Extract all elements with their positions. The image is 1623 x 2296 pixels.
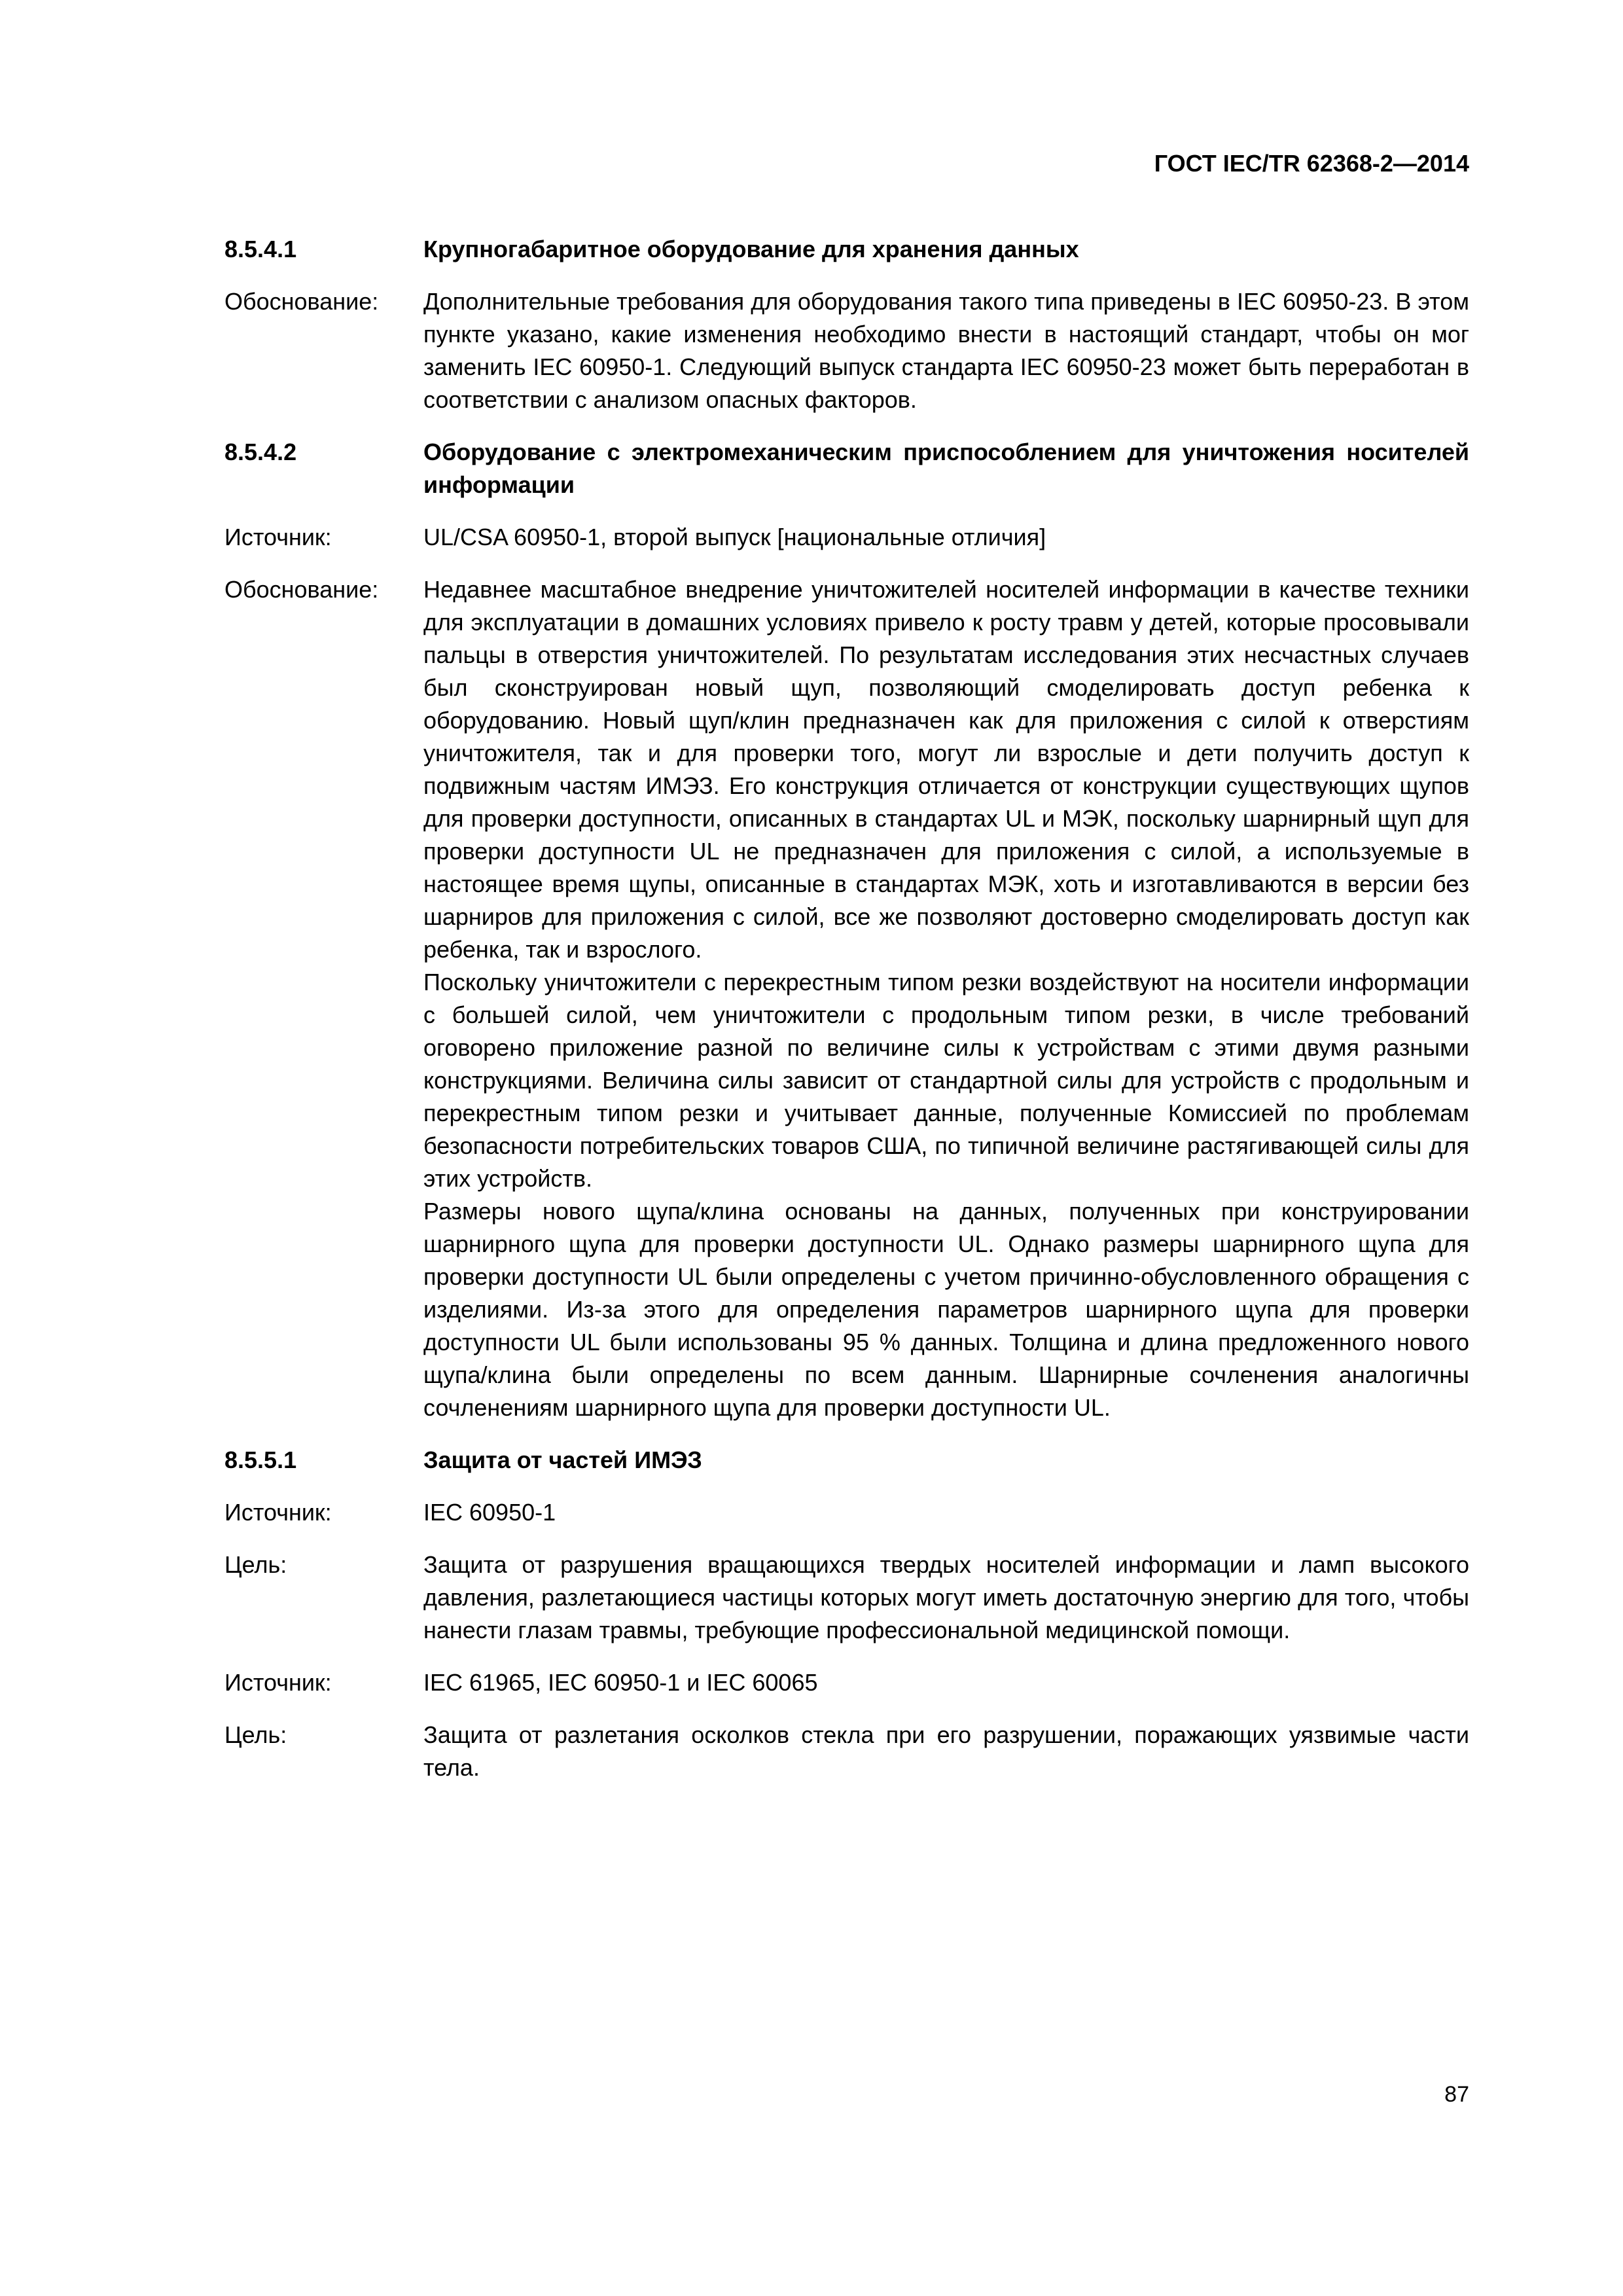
section-title: Защита от частей ИМЭЗ <box>423 1446 702 1473</box>
source-text: IEC 61965, IEC 60950-1 и IEC 60065 <box>423 1669 818 1696</box>
section-8-5-5-1-source-1 <box>224 1496 1469 1529</box>
rationale-text: Дополнительные требования для оборудования такого типа приведены в IEC 60950-23. В этом пункте указано, какие изменения необходимо внести в настоящий стандарт, чтобы он мог заменить IEC 60950-1. Следующий выпуск стандарта IEC 60950-23 может быть переработан в соответствии с анализом опасных факторов. <box>423 288 1469 413</box>
document-header: ГОСТ IEC/TR 62368-2—2014 <box>1154 150 1469 177</box>
rationale-paragraph: Недавнее масштабное внедрение уничтожителей носителей информации в качестве техники для эксплуатации в домашних условиях привело к росту травм у детей, которые просовывали пальцы в отверстия уничтожителей. По результатам исследования этих несчастных случаев был сконструирован новый щуп, позволяющий смоделировать доступ ребенка к оборудованию. Новый щуп/клин предназначен как для приложения с силой к отверстиям уничтожителя, так и для проверки того, могут ли взрослые и дети получить доступ к подвижным частям ИМЭЗ. Его конструкция отличается от конструкции существующих щупов для проверки доступности, описанных в стандартах UL и МЭК, поскольку шарнирный щуп для проверки доступности UL не предназначен для приложения с силой, а используемые в настоящее время щупы, описанные в стандартах МЭК, хоть и изготавливаются в версии без шарниров для приложения с силой, все же позволяют достоверно смоделировать доступ как ребенка, так и взрослого. <box>423 576 1469 963</box>
section-title: Оборудование с электромеханическим приспособлением для уничтожения носителей информации <box>423 439 1469 498</box>
section-title: Крупногабаритное оборудование для хранения данных <box>423 236 1079 262</box>
section-8-5-4-2-rationale <box>224 573 1469 1424</box>
source-text: UL/CSA 60950-1, второй выпуск [национальные отличия] <box>423 524 1046 550</box>
source-label: Источник: <box>224 1669 332 1696</box>
section-8-5-5-1-heading <box>224 1444 1469 1477</box>
goal-text: Защита от разрушения вращающихся твердых носителей информации и ламп высокого давления, разлетающиеся частицы которых могут иметь достаточную энергию для того, чтобы нанести глазам травмы, требующие профессиональной медицинской помощи. <box>423 1551 1469 1643</box>
section-8-5-4-2-source <box>224 521 1469 554</box>
goal-text: Защита от разлетания осколков стекла при его разрушении, поражающих уязвимые части тела. <box>423 1721 1469 1781</box>
section-8-5-5-1-goal-1 <box>224 1549 1469 1647</box>
source-label: Источник: <box>224 524 332 550</box>
goal-label: Цель: <box>224 1721 287 1748</box>
document-body <box>224 233 1469 1804</box>
goal-label: Цель: <box>224 1551 287 1578</box>
section-8-5-4-1-heading <box>224 233 1469 266</box>
rationale-text <box>423 573 1469 1424</box>
source-label: Источник: <box>224 1499 332 1526</box>
section-8-5-4-1-rationale <box>224 285 1469 416</box>
section-number: 8.5.5.1 <box>224 1446 297 1473</box>
section-number: 8.5.4.2 <box>224 439 297 465</box>
rationale-paragraph: Поскольку уничтожители с перекрестным типом резки воздействуют на носители информации с большей силой, чем уничтожители с продольным типом резки, в числе требований оговорено приложение разной по величине силы к устройствам с этими двумя разными конструкциями. Величина силы зависит от стандартной силы для устройств с продольным и перекрестным типом резки и учитывает данные, полученные Комиссией по проблемам безопасности потребительских товаров США, по типичной величине растягивающей силы для этих устройств. <box>423 969 1469 1192</box>
section-8-5-5-1-source-2 <box>224 1666 1469 1699</box>
rationale-paragraph: Размеры нового щупа/клина основаны на данных, полученных при конструировании шарнирного щупа для проверки доступности UL. Однако размеры шарнирного щупа для проверки доступности UL были определены с учетом причинно-обусловленного обращения с изделиями. Из-за этого для определения параметров шарнирного щупа для проверки доступности UL были использованы 95 % данных. Толщина и длина предложенного нового щупа/клина были определены по всем данным. Шарнирные сочленения аналогичны сочленениям шарнирного щупа для проверки доступности UL. <box>423 1198 1469 1421</box>
section-8-5-5-1-goal-2 <box>224 1719 1469 1784</box>
section-number: 8.5.4.1 <box>224 236 297 262</box>
page-number: 87 <box>1444 2082 1469 2107</box>
rationale-label: Обоснование: <box>224 576 379 603</box>
rationale-label: Обоснование: <box>224 288 379 315</box>
section-8-5-4-2-heading <box>224 436 1469 501</box>
source-text: IEC 60950-1 <box>423 1499 556 1526</box>
